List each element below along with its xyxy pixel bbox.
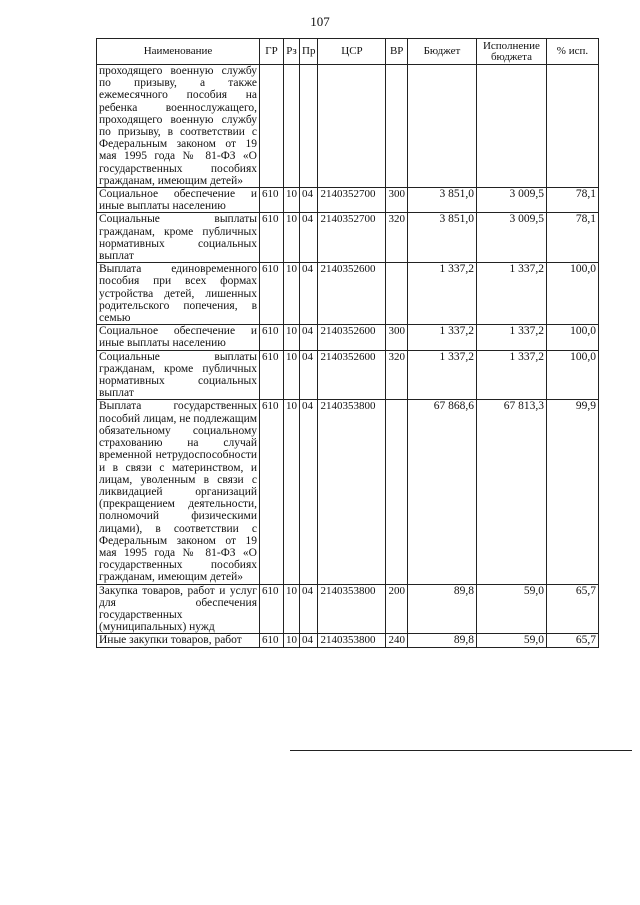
cell-budget: 1 337,2 <box>407 325 476 350</box>
cell-gr: 610 <box>260 584 284 634</box>
table-row <box>97 400 599 584</box>
cell-csr: 2140352700 <box>318 213 386 263</box>
cell-csr: 2140353800 <box>318 400 386 584</box>
cell-rz: 10 <box>284 350 300 400</box>
cell-name: Социальные выплаты гражданам, кроме публичных нормативных социальных выплат <box>97 213 260 263</box>
cell-budget: 1 337,2 <box>407 350 476 400</box>
cell-name: Выплата государственных пособий лицам, не подлежащим обязательному социальному страхованию на случай временной нетрудоспособности и в связи с материнством, и лицам, уволенным в связи с ликвидацией организаций (прекращением деятельности, полномочий физическими лицами), в соответствии с Федеральным законом от 19 мая 1995 года № 81-ФЗ «О государственных пособиях гражданам, имеющим детей» <box>97 400 260 584</box>
table-row <box>97 325 599 350</box>
cell-percent: 100,0 <box>546 325 598 350</box>
cell-name: Социальное обеспечение и иные выплаты населению <box>97 325 260 350</box>
cell-csr: 2140352600 <box>318 325 386 350</box>
cell-pr: 04 <box>300 188 318 213</box>
cell-budget: 3 851,0 <box>407 188 476 213</box>
cell-percent: 100,0 <box>546 263 598 325</box>
cell-execution: 59,0 <box>476 584 546 634</box>
cell-name: проходящего военную службу по призыву, а также ежемесячного пособия на ребенка военнослужащего, проходящего военную службу по призыву, в соответствии с Федеральным законом от 19 мая 1995 года № 81-ФЗ «О государственных пособиях гражданам, имеющим детей» <box>97 65 260 188</box>
cell-name: Иные закупки товаров, работ <box>97 634 260 647</box>
cell-vr: 320 <box>386 213 408 263</box>
cell-pr: 04 <box>300 213 318 263</box>
cell-execution: 1 337,2 <box>476 325 546 350</box>
cell-gr: 610 <box>260 325 284 350</box>
cell-execution: 59,0 <box>476 634 546 647</box>
table-row <box>97 584 599 634</box>
table-row <box>97 188 599 213</box>
cell-vr <box>386 65 408 188</box>
cell-percent: 100,0 <box>546 350 598 400</box>
table-row <box>97 213 599 263</box>
bottom-rule <box>290 750 632 751</box>
cell-execution <box>476 65 546 188</box>
cell-gr: 610 <box>260 263 284 325</box>
cell-rz <box>284 65 300 188</box>
cell-vr: 300 <box>386 188 408 213</box>
cell-vr: 320 <box>386 350 408 400</box>
cell-execution: 3 009,5 <box>476 213 546 263</box>
cell-rz: 10 <box>284 263 300 325</box>
cell-percent: 78,1 <box>546 188 598 213</box>
cell-gr: 610 <box>260 213 284 263</box>
header-execution: Исполнение бюджета <box>476 39 546 65</box>
cell-vr <box>386 400 408 584</box>
cell-rz: 10 <box>284 400 300 584</box>
header-name: Наименование <box>97 39 260 65</box>
cell-rz: 10 <box>284 584 300 634</box>
cell-name: Социальное обеспечение и иные выплаты населению <box>97 188 260 213</box>
table-row <box>97 65 599 188</box>
cell-name: Закупка товаров, работ и услуг для обеспечения государственных (муниципальных) нужд <box>97 584 260 634</box>
budget-table <box>96 38 599 648</box>
cell-gr: 610 <box>260 400 284 584</box>
cell-rz: 10 <box>284 213 300 263</box>
header-csr: ЦСР <box>318 39 386 65</box>
cell-gr <box>260 65 284 188</box>
table-header-row <box>97 39 599 65</box>
cell-rz: 10 <box>284 188 300 213</box>
cell-pr: 04 <box>300 584 318 634</box>
header-gr: ГР <box>260 39 284 65</box>
cell-gr: 610 <box>260 350 284 400</box>
cell-pr: 04 <box>300 350 318 400</box>
cell-budget: 89,8 <box>407 634 476 647</box>
cell-budget: 3 851,0 <box>407 213 476 263</box>
header-vr: ВР <box>386 39 408 65</box>
cell-percent: 78,1 <box>546 213 598 263</box>
cell-pr: 04 <box>300 634 318 647</box>
cell-name: Выплата единовременного пособия при всех формах устройства детей, лишенных родительского попечения, в семью <box>97 263 260 325</box>
cell-budget: 89,8 <box>407 584 476 634</box>
cell-execution: 1 337,2 <box>476 263 546 325</box>
cell-budget: 1 337,2 <box>407 263 476 325</box>
cell-gr: 610 <box>260 188 284 213</box>
cell-percent: 65,7 <box>546 584 598 634</box>
cell-gr: 610 <box>260 634 284 647</box>
cell-pr: 04 <box>300 325 318 350</box>
table-row <box>97 634 599 647</box>
cell-percent: 65,7 <box>546 634 598 647</box>
cell-percent: 99,9 <box>546 400 598 584</box>
header-rz: Рз <box>284 39 300 65</box>
header-pr: Пр <box>300 39 318 65</box>
cell-vr: 200 <box>386 584 408 634</box>
cell-vr <box>386 263 408 325</box>
cell-budget <box>407 65 476 188</box>
cell-budget: 67 868,6 <box>407 400 476 584</box>
cell-csr: 2140353800 <box>318 584 386 634</box>
cell-pr: 04 <box>300 263 318 325</box>
cell-csr: 2140352700 <box>318 188 386 213</box>
page-number: 107 <box>310 14 330 29</box>
cell-execution: 67 813,3 <box>476 400 546 584</box>
cell-pr: 04 <box>300 400 318 584</box>
cell-percent <box>546 65 598 188</box>
cell-execution: 3 009,5 <box>476 188 546 213</box>
header-budget: Бюджет <box>407 39 476 65</box>
cell-csr: 2140352600 <box>318 350 386 400</box>
table-row <box>97 263 599 325</box>
cell-rz: 10 <box>284 634 300 647</box>
table-row <box>97 350 599 400</box>
cell-rz: 10 <box>284 325 300 350</box>
cell-csr <box>318 65 386 188</box>
cell-vr: 300 <box>386 325 408 350</box>
cell-vr: 240 <box>386 634 408 647</box>
cell-name: Социальные выплаты гражданам, кроме публичных нормативных социальных выплат <box>97 350 260 400</box>
cell-execution: 1 337,2 <box>476 350 546 400</box>
cell-csr: 2140352600 <box>318 263 386 325</box>
cell-csr: 2140353800 <box>318 634 386 647</box>
cell-pr <box>300 65 318 188</box>
header-percent: % исп. <box>546 39 598 65</box>
